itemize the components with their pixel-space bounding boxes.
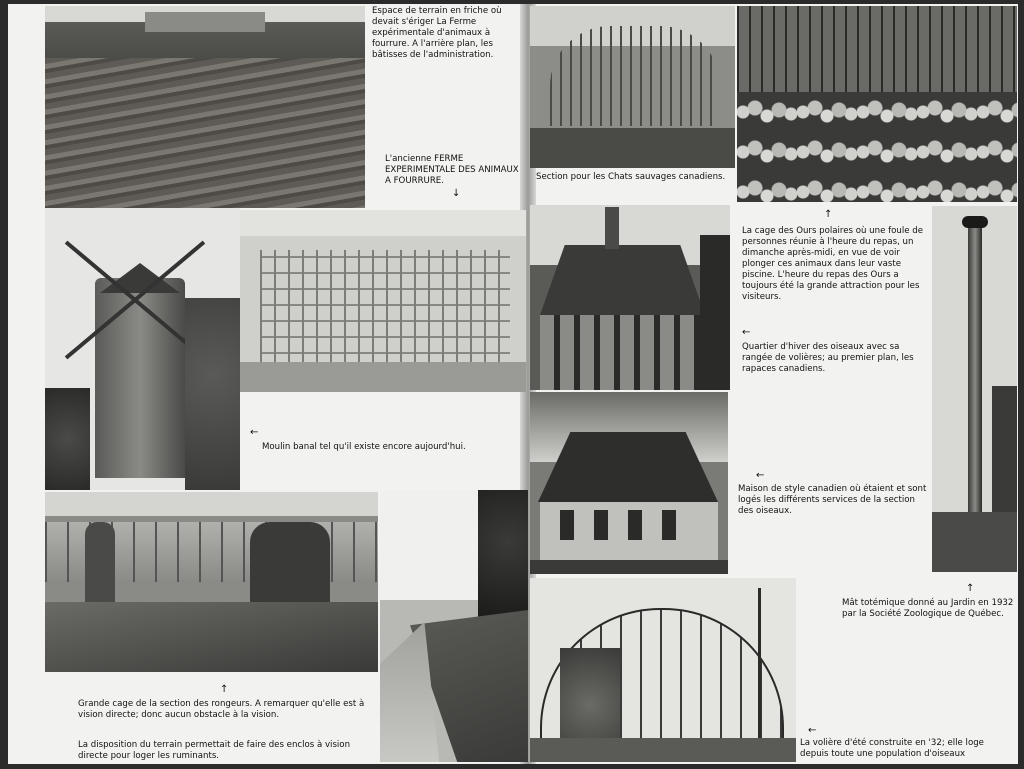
arrow-up-mat-totemique: ↑ bbox=[966, 583, 975, 594]
photo-mat-totemique bbox=[932, 206, 1017, 572]
caption-maison: Maison de style canadien où étaient et sont logés les différents services de la section des oiseaux. bbox=[738, 484, 927, 516]
photo-wall-path bbox=[380, 490, 528, 762]
photo-chats-sauvages-cage bbox=[530, 6, 735, 168]
photo-ancienne-ferme-cages bbox=[240, 210, 526, 392]
photo-field-terrain bbox=[45, 6, 365, 208]
photo-maison-style-canadien bbox=[530, 392, 728, 574]
arrow-left-quartier-hiver: ← bbox=[742, 327, 751, 338]
photo-windmill bbox=[45, 208, 240, 490]
photo-quartier-hiver-oiseaux bbox=[530, 205, 730, 390]
caption-chats-sauvages: Section pour les Chats sauvages canadiens. bbox=[536, 172, 726, 182]
arrow-left-voliere: ← bbox=[808, 725, 817, 736]
caption-moulin: Moulin banal tel qu'il existe encore aujourd'hui. bbox=[262, 442, 466, 452]
caption-voliere-ete: La volière d'été construite en '32; elle loge depuis toute une population d'oiseaux bbox=[800, 738, 984, 759]
arrow-left-moulin: ← bbox=[250, 427, 259, 438]
arrow-down-ancienne-ferme: ↓ bbox=[452, 188, 461, 199]
arrow-up-ours: ↑ bbox=[824, 209, 833, 220]
arrow-left-maison: ← bbox=[756, 470, 765, 481]
caption-grande-cage: Grande cage de la section des rongeurs. A remarquer qu'elle est à vision directe; donc aucun obstacle à la vision. bbox=[78, 699, 365, 720]
arrow-up-grande-cage: ↑ bbox=[220, 684, 229, 695]
caption-disposition: La disposition du terrain permettait de faire des enclos à vision directe pour loger les ruminants. bbox=[78, 740, 351, 761]
photo-ours-polaires-foule bbox=[737, 6, 1017, 202]
caption-quartier-hiver: Quartier d'hiver des oiseaux avec sa rangée de volières; au premier plan, les rapaces canadiens. bbox=[742, 342, 914, 374]
caption-ours-polaires: La cage des Ours polaires où une foule de personnes réunie à l'heure du repas, un dimanche après-midi, en vue de voir plonger ces animaux dans leur vaste piscine. L'heure du repas des Ours a toujours été la grande attraction pour les visiteurs. bbox=[742, 226, 923, 302]
photo-voliere-ete bbox=[530, 578, 796, 762]
caption-mat-totemique: Mât totémique donné au Jardin en 1932 par la Société Zoologique de Québec. bbox=[842, 598, 1014, 619]
caption-ancienne-ferme: L'ancienne FERME EXPERIMENTALE DES ANIMAUX A FOURRURE. bbox=[385, 154, 519, 186]
photo-grande-cage-rongeurs bbox=[45, 492, 378, 672]
caption-terrain: Espace de terrain en friche où devait s'ériger La Ferme expérimentale d'animaux à fourrure. A l'arrière plan, les bâtisses de l'administration. bbox=[372, 6, 502, 60]
